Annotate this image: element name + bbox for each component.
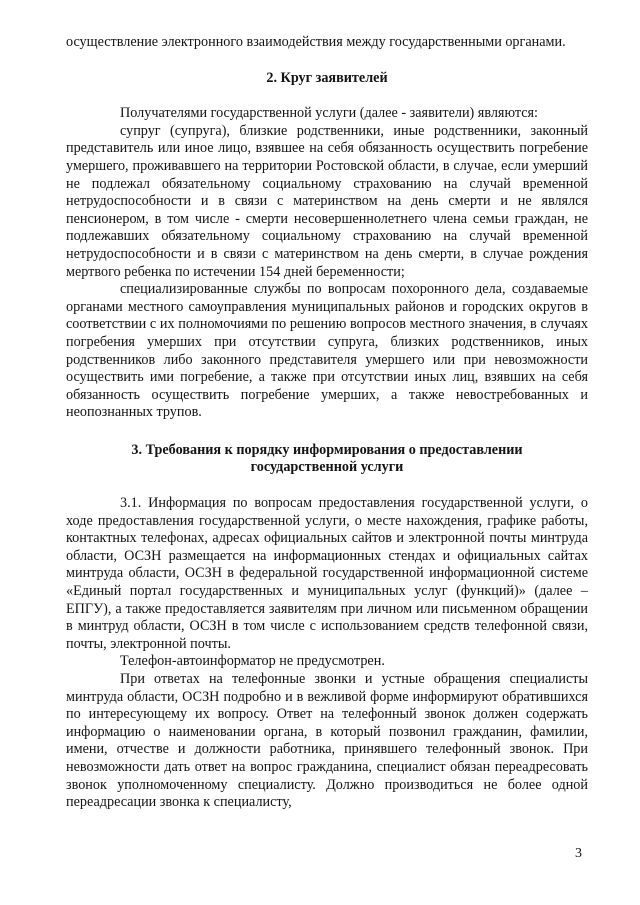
- section-3-paragraph-2: Телефон-автоинформатор не предусмотрен.: [120, 653, 385, 670]
- section-2-item-1: супруг (супруга), близкие родственники, иные родственники, законный представитель или иное лицо, взявшее на себя обязанность осуществить погребение умершего, проживавшего на территории Ростовской области, в случае, если умерший не подлежал обязательному социальному страхованию на случай временной нетрудоспособности и в связи с материнством на день смерти и не являлся пенсионером, в том числе - смерти несовершеннолетнего члена семьи граждан, не подлежавших обязательному социальному страхованию на случай временной нетрудоспособности и в связи с материнством на день смерти, в случае рождения мертвого ребенка по истечении 154 дней беременности;: [66, 122, 588, 280]
- section-2-item-2: специализированные службы по вопросам похоронного дела, создаваемые органами местного самоуправления муниципальных районов и городских округов в соответствии с их полномочиями по решению вопросов местного значения, в случаях погребения умерших при отсутствии супруга, близких родственников, иных родственников либо законного представителя умершего или при невозможности осуществить ими погребение, а также при отсутствии иных лиц, взявших на себя обязанность осуществить погребение умерших, а также невостребованных и неопознанных трупов.: [66, 281, 588, 421]
- section-3-paragraph-1: 3.1. Информация по вопросам предоставления государственной услуги, о ходе предоставления государственной услуги, о месте нахождения, графике работы, контактных телефонах, адресах официальных сайтов и электронной почты минтруда области, ОСЗН размещается на информационных стендах и официальных сайтах минтруда области, ОСЗН в федеральной государственной информационной системе «Единый портал государственных и муниципальных услуг (функций)» (далее – ЕПГУ), а также предоставляется заявителям при личном или письменном обращении в минтруд области, ОСЗН в том числе с использованием средств телефонной связи, почты, электронной почты.: [66, 495, 588, 652]
- section-3-paragraph-3: При ответах на телефонные звонки и устные обращения специалисты минтруда области, ОСЗН подробно и в вежливой форме информируют обратившихся по интересующему их вопросу. Ответ на телефонный звонок должен содержать информацию о наименовании органа, в который позвонил гражданин, фамилии, имени, отчестве и должности работника, принявшего телефонный звонок. При невозможности дать ответ на вопрос гражданина, специалист обязан переадресовать звонок уполномоченному специалисту. Должно производиться не более одной переадресации звонка к специалисту,: [66, 671, 588, 811]
- section-3-heading-line-1: 3. Требования к порядку информирования о предоставлении: [131, 441, 523, 458]
- section-3-heading-line-2: государственной услуги: [250, 459, 404, 476]
- section-2-intro: Получателями государственной услуги (далее - заявители) являются:: [120, 105, 539, 122]
- continuation-paragraph: осуществление электронного взаимодействия между государственными органами.: [66, 34, 566, 50]
- section-2-heading: 2. Круг заявителей: [266, 69, 388, 86]
- section-3-heading: [66, 442, 588, 477]
- page-number: 3: [575, 846, 582, 861]
